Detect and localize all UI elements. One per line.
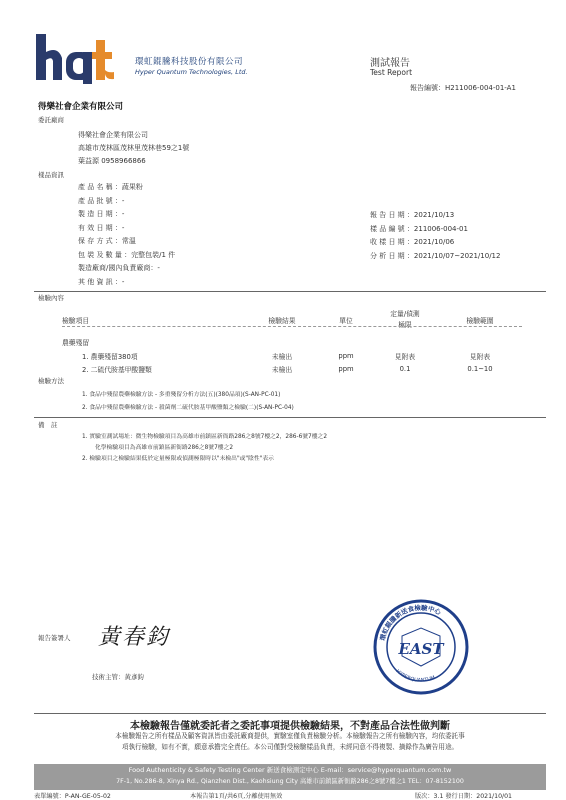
row-item: 2. 二硫代胺基甲酸鹽類 (82, 365, 152, 374)
client-address: 高雄市茂林區茂林里茂林巷59之1號 (78, 144, 190, 152)
client-contact: 葉益源 0958966866 (78, 157, 146, 165)
row-unit: ppm (338, 364, 354, 373)
sample-dates (370, 210, 500, 264)
sample-field: 包 裝 及 數 量 ：完整包裝/1 件 (78, 250, 176, 259)
form-number: 表單編號：P-AN-GE-05-02 (34, 793, 111, 800)
header-result: 檢驗結果 (268, 317, 296, 325)
svg-text:HYPERQUANTUM (395, 668, 436, 683)
hqt-logo (36, 34, 131, 84)
report-title-zh: 測試報告 (370, 58, 410, 69)
row-range: 見附表 (469, 352, 491, 361)
row-unit: ppm (338, 351, 354, 360)
row-limit: 見附表 (394, 352, 416, 361)
note-item: 2. 檢驗項目之檢驗結果低於定量極限或偵測極限時以"未檢出"或"陰性"表示 (82, 456, 274, 462)
note-item: 化學檢驗項目為高雄市前鎮區新衙路286之8號7樓之2 (95, 445, 234, 451)
results-section-label: 檢驗內容 (38, 294, 64, 302)
footer-contact: Food Authenticity & Safety Testing Center 新送食檢測定中心 E-mail：service@hyperquantum.com.tw (128, 766, 452, 774)
report-number-value: H211006-004-01-A1 (445, 84, 516, 92)
date-field: 收 樣 日 期 ：2021/10/06 (370, 238, 455, 246)
sample-field: 有 效 日 期 ：- (78, 223, 125, 232)
east-certification-stamp (372, 598, 470, 696)
client-title: 得樂社會企業有限公司 (38, 102, 124, 112)
sample-field: 製 造 日 期 ：- (78, 210, 125, 218)
row-limit: 0.1 (399, 364, 411, 373)
client-name: 得樂社會企業有限公司 (78, 131, 148, 139)
category-label: 農藥殘留 (62, 339, 90, 347)
row-item: 1. 農藥殘留380項 (82, 352, 138, 361)
sample-field: 其 他 資 訊 ：- (78, 277, 125, 286)
methods-list (82, 389, 294, 415)
method-item: 1. 食品中殘留農藥檢驗方法 - 多重殘留分析方法(五)(380品項)(S-AN-PC-01) (82, 392, 281, 398)
header-item: 檢驗項目 (62, 317, 90, 325)
company-name-en: Hyper Quantum Technologies, Ltd. (135, 68, 248, 76)
stamp-bottom-text: HYPERQUANTUM (394, 668, 437, 684)
company-name-zh: 環虹錕騰科技股份有限公司 (135, 57, 244, 67)
sample-field: 產 品 批 號 ：- (78, 196, 125, 205)
row-result: 未檢出 (271, 352, 293, 361)
version-info: 版次：3.1 發行日期：2021/10/01 (415, 793, 512, 800)
results-table (62, 305, 525, 375)
sample-field: 製造廠商/國內負責廠商：- (78, 264, 160, 272)
results-header-row (62, 305, 525, 335)
signer-label: 報告簽署人 (38, 634, 71, 642)
notes-list (82, 432, 327, 465)
sample-section-label: 樣品資訊 (38, 171, 64, 179)
methods-section-label: 檢驗方法 (38, 377, 64, 385)
row-result: 未檢出 (271, 365, 293, 374)
disclaimer-line: 本檢驗報告之所有樣品及顧客資訊皆由委託廠商提供，實驗室僅負責檢驗分析。本檢驗報告之所有檢驗內容，均依委託事 (115, 732, 465, 740)
category-row (62, 335, 525, 349)
date-field: 樣 品 編 號 ：211006-004-01 (370, 224, 468, 233)
header-unit: 單位 (339, 317, 353, 325)
stamp-center-text: EAST (398, 640, 444, 658)
sample-field: 保 存 方 式 ：常溫 (78, 237, 136, 245)
row-range: 0.1~10 (467, 364, 493, 373)
header-limit: 定量/偵測 極限 (390, 310, 420, 329)
report-title-en: Test Report (370, 68, 413, 77)
svg-text:環虹錕騰新送食檢驗中心 (377, 603, 443, 643)
report-number-label: 報告編號： (410, 84, 445, 92)
date-field: 分 析 日 期 ：2021/10/07~2021/10/12 (370, 251, 501, 260)
table-row (62, 362, 525, 375)
method-item: 2. 食品中殘留農藥檢驗方法 - 殺菌劑二硫代胺基甲酸鹽類之檢驗(二)(S-AN-PC-04) (82, 405, 294, 411)
technical-manager: 技術主管：黃彥鈞 (92, 673, 144, 681)
footer-address: 7F-1, No.286-8, Xinya Rd., Qianzhen Dist., Kaohsiung City 高雄市前鎮區新衙路286之8號7樓之1 TEL：07-8152100 (116, 778, 464, 785)
divider (34, 713, 546, 714)
divider (34, 291, 546, 292)
stamp-ring-text: 環虹錕騰新送食檢驗中心 (378, 603, 443, 642)
table-row (62, 349, 525, 362)
disclaimer-body (34, 731, 546, 753)
divider (34, 417, 546, 418)
page-info: 本報告第1頁/共6頁,分離使用無效 (190, 793, 283, 800)
header-range: 檢驗範圍 (466, 317, 494, 325)
sample-field: 產 品 名 稱 ：蔬果粉 (78, 183, 143, 191)
notes-section-label: 備 註 (38, 421, 58, 429)
note-item: 1. 實驗室測試場址：微生物檢驗項目為高雄市前鎮區新衙路286之8號7樓之2，286-6號7樓之2 (82, 434, 328, 440)
disclaimer-line: 項執行檢驗，如有不實，願意承擔完全責任。本公司僅對受檢驗樣品負責，未經同意不得複製、摘錄作為廣告用途。 (121, 743, 459, 751)
client-section-label: 委託廠商 (38, 116, 64, 124)
table-header-divider (62, 326, 522, 327)
sample-fields (78, 182, 175, 290)
handwritten-signature: 黃春鈞 (98, 625, 171, 650)
report-number (410, 83, 516, 93)
date-field: 報 告 日 期 ：2021/10/13 (370, 211, 455, 219)
disclaimer-headline: 本檢驗報告僅就委託者之委託事項提供檢驗結果，不對產品合法性做判斷 (130, 721, 450, 732)
